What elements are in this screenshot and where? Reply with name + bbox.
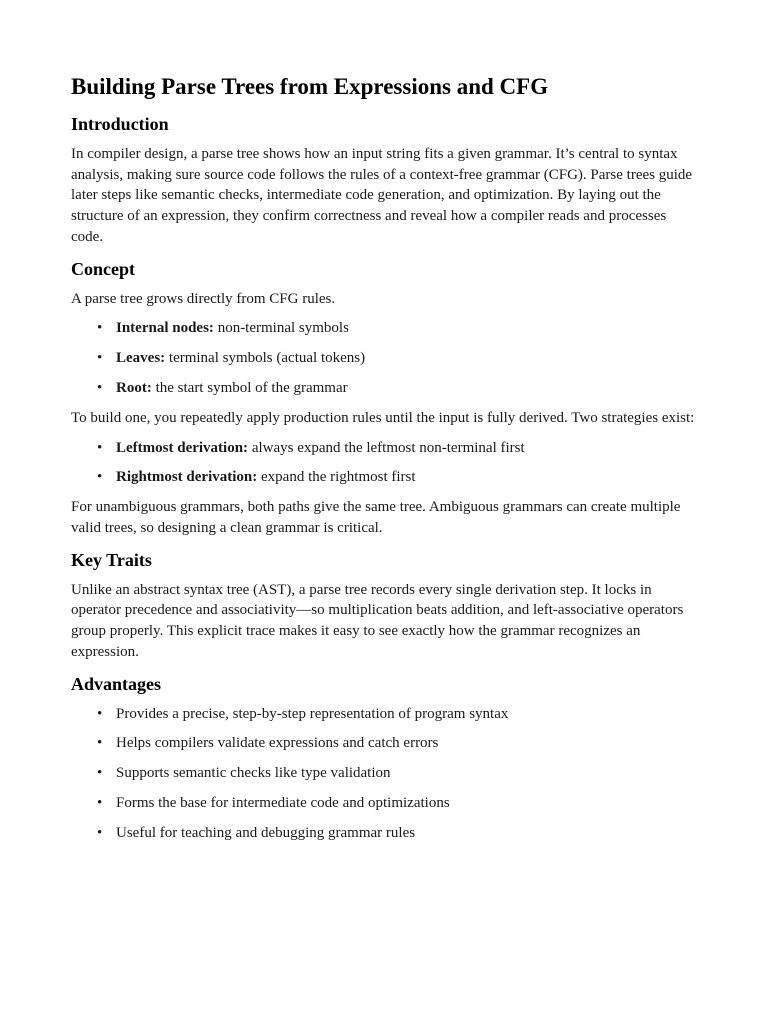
bullet-icon: • bbox=[97, 439, 103, 456]
bullet-icon: • bbox=[97, 735, 103, 752]
list-item-term: Root: bbox=[116, 380, 152, 396]
key-traits-heading: Key Traits bbox=[71, 549, 152, 570]
list-item-term: Leaves: bbox=[116, 350, 166, 367]
concept-intro: A parse tree grows directly from CFG rules. bbox=[71, 290, 336, 307]
list-item bbox=[97, 348, 696, 369]
list-item bbox=[97, 733, 696, 754]
concept-closing: For unambiguous grammars, both paths give the same tree. Ambiguous grammars can create multiple valid trees, so designing a clean grammar is critical. bbox=[71, 499, 681, 537]
list-item bbox=[97, 378, 696, 399]
list-item-text: Forms the base for intermediate code and optimizations bbox=[116, 795, 450, 812]
list-item-text: Provides a precise, step-by-step representation of program syntax bbox=[116, 705, 509, 722]
bullet-icon: • bbox=[97, 795, 103, 812]
node-types-list bbox=[71, 318, 696, 398]
list-item-text: the start symbol of the grammar bbox=[151, 380, 348, 396]
list-item-term: Internal nodes: bbox=[116, 320, 214, 337]
list-item bbox=[97, 467, 696, 488]
list-item-text: always expand the leftmost non-terminal first bbox=[248, 439, 525, 456]
key-traits-paragraph: Unlike an abstract syntax tree (AST), a parse tree records every single derivation step. It locks in operator precedence and associativity—so multiplication beats addition, and left-associative operators group properly. This explicit trace makes it easy to see exactly how the grammar recognizes an expression. bbox=[71, 581, 684, 660]
document-title: Building Parse Trees from Expressions and CFG bbox=[71, 74, 549, 99]
bullet-icon: • bbox=[97, 705, 103, 722]
concept-heading: Concept bbox=[71, 258, 135, 279]
list-item bbox=[97, 793, 696, 814]
list-item bbox=[97, 704, 696, 725]
bullet-icon: • bbox=[97, 380, 103, 396]
list-item-text: Supports semantic checks like type validation bbox=[116, 765, 391, 782]
list-item bbox=[97, 823, 696, 844]
bullet-icon: • bbox=[97, 765, 103, 782]
introduction-paragraph: In compiler design, a parse tree shows how an input string fits a given grammar. It’s central to syntax analysis, making sure source code follows the rules of a context-free grammar (CFG). Parse trees guide later steps like semantic checks, intermediate code generation, and optimization. By laying out the structure of an expression, they confirm correctness and reveal how a compiler reads and processes code. bbox=[71, 146, 693, 245]
list-item bbox=[97, 763, 696, 784]
strategies-list bbox=[71, 438, 696, 489]
bullet-icon: • bbox=[97, 469, 103, 486]
list-item bbox=[97, 318, 696, 339]
bullet-icon: • bbox=[97, 320, 103, 337]
strategy-intro: To build one, you repeatedly apply production rules until the input is fully derived. Two strategies exist: bbox=[71, 409, 695, 426]
bullet-icon: • bbox=[97, 350, 103, 367]
list-item-text: terminal symbols (actual tokens) bbox=[165, 350, 366, 367]
advantages-heading: Advantages bbox=[71, 673, 162, 694]
list-item-term: Leftmost derivation: bbox=[116, 439, 249, 456]
list-item-text: non-terminal symbols bbox=[213, 320, 349, 337]
bullet-icon: • bbox=[97, 825, 103, 842]
list-item-text: Helps compilers validate expressions and catch errors bbox=[116, 735, 439, 752]
list-item-term: Rightmost derivation: bbox=[116, 469, 258, 486]
list-item bbox=[97, 438, 696, 459]
list-item-text: Useful for teaching and debugging grammar rules bbox=[116, 825, 416, 842]
introduction-heading: Introduction bbox=[71, 114, 169, 134]
advantages-list bbox=[71, 704, 696, 844]
list-item-text: expand the rightmost first bbox=[257, 469, 416, 486]
